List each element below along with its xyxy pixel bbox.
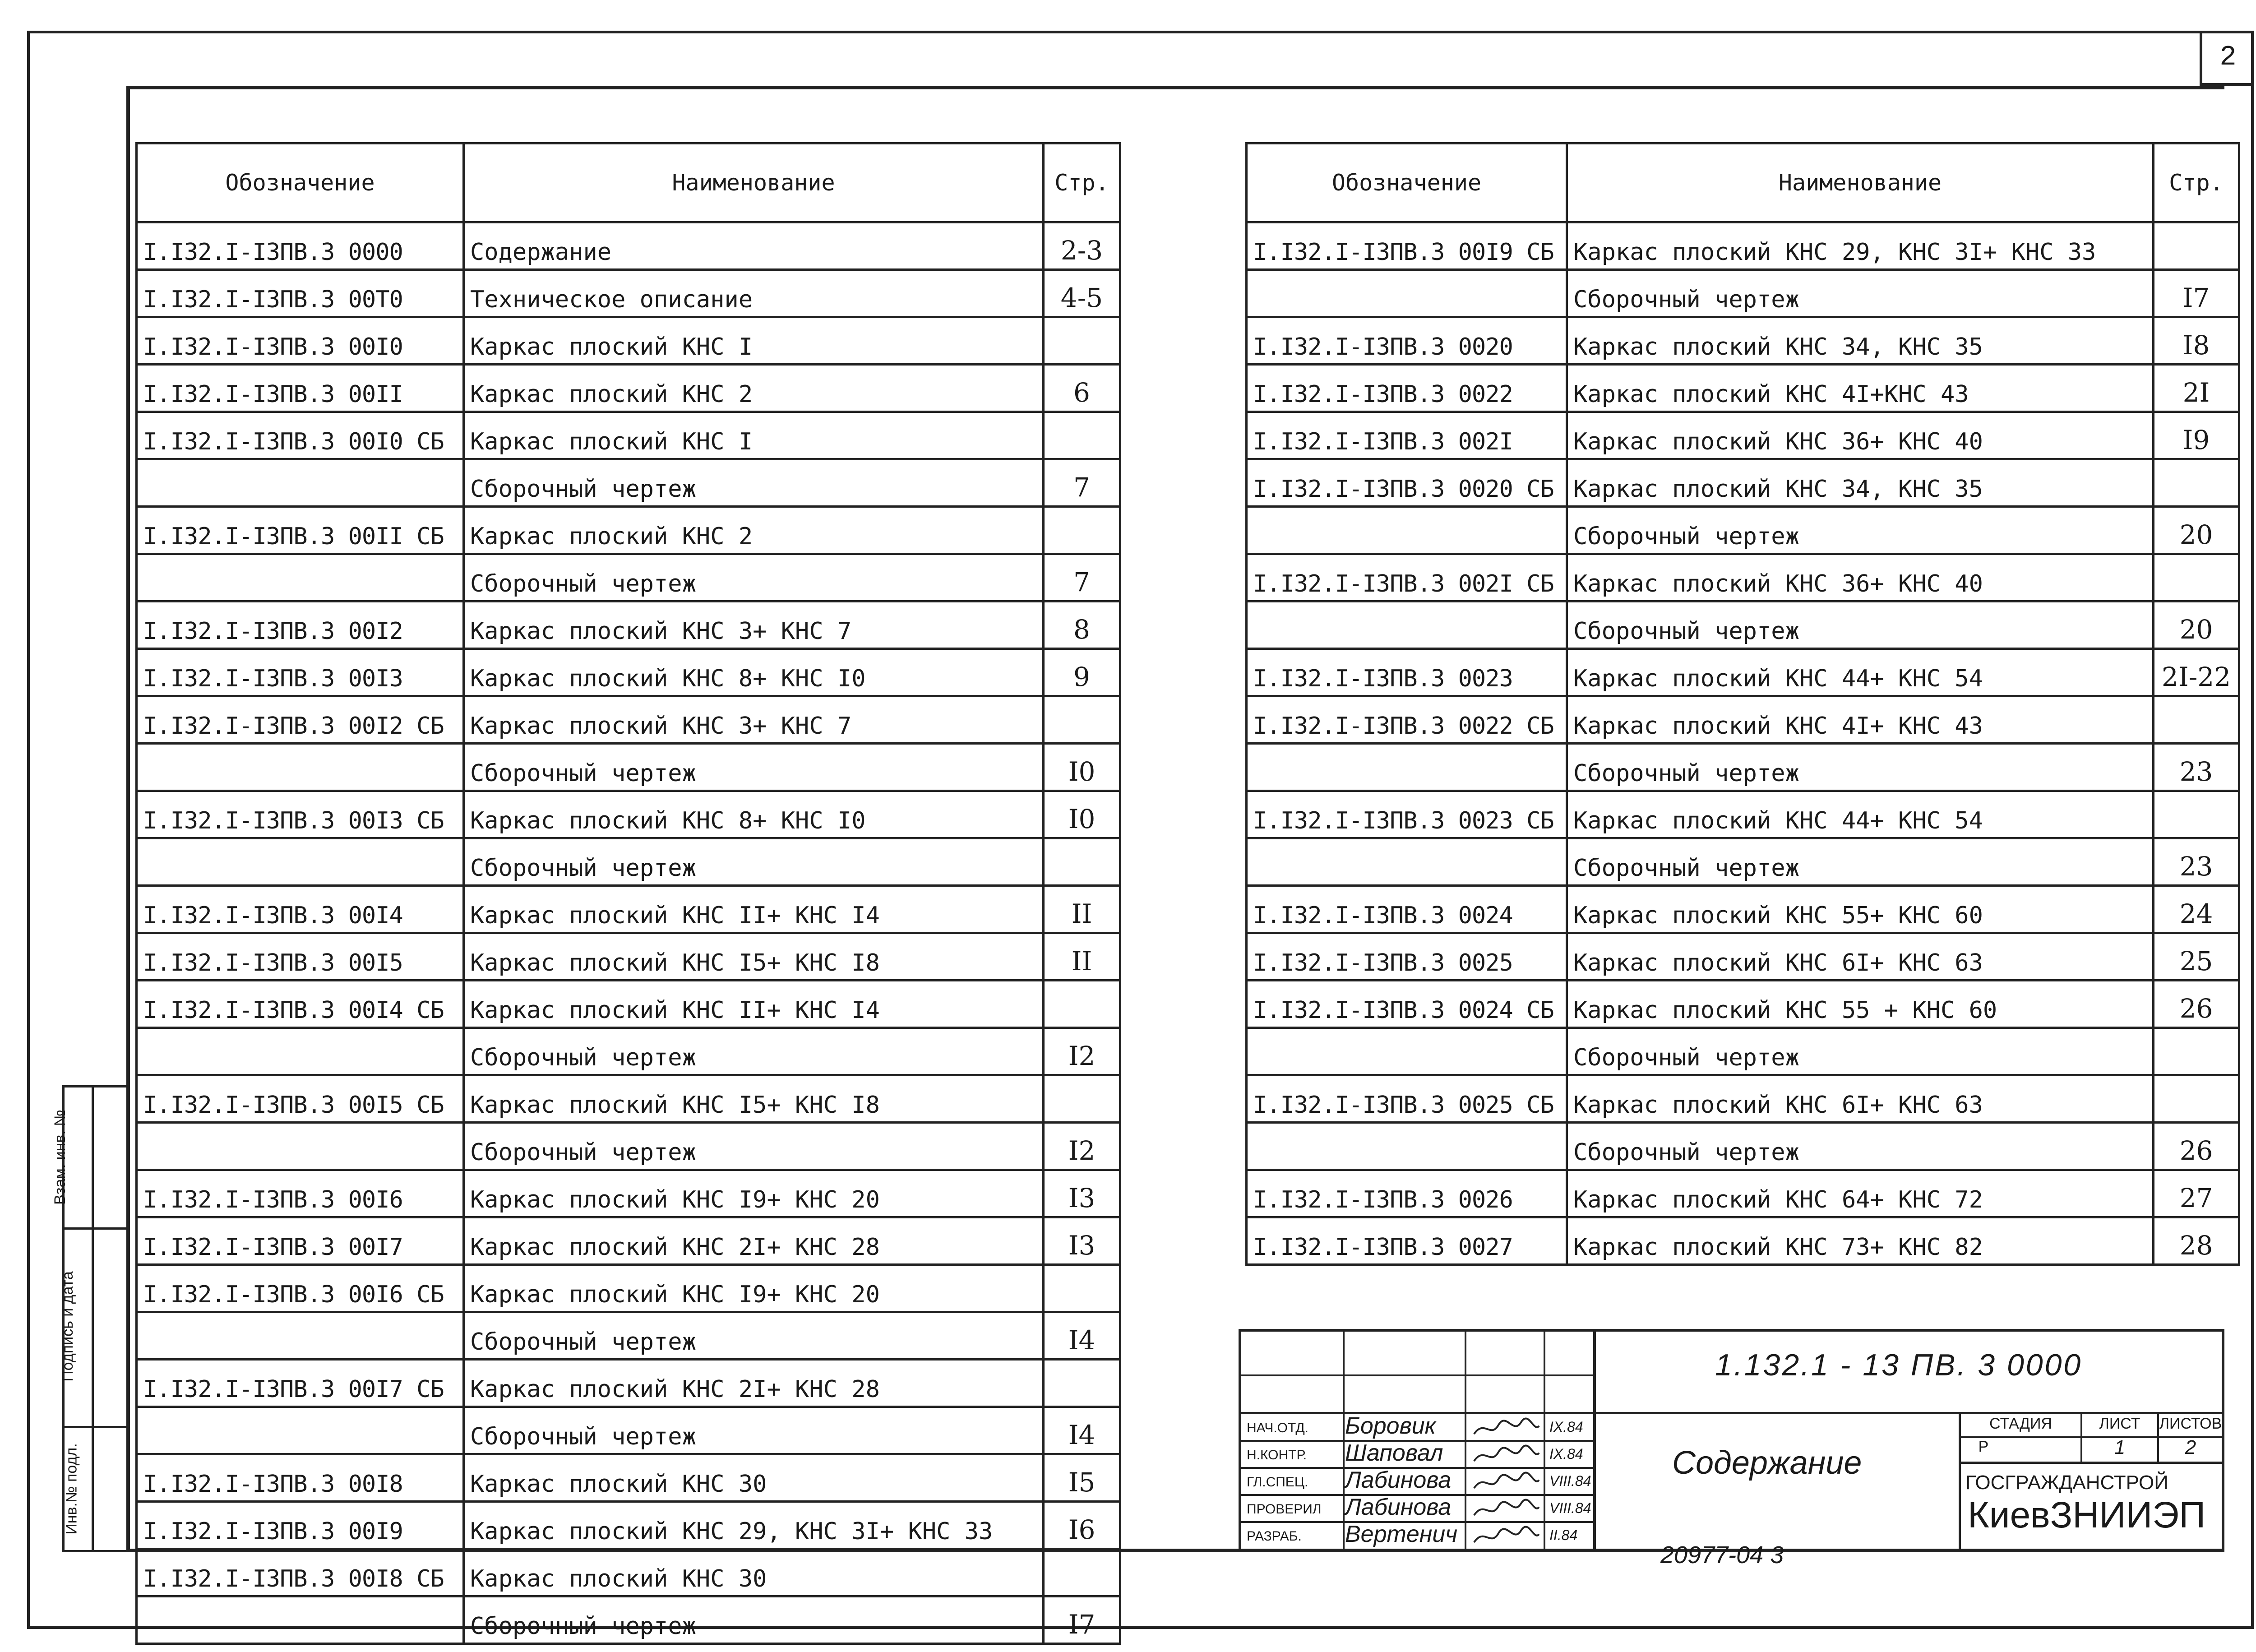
table-row [137, 507, 1120, 554]
page-cell [1044, 981, 1120, 1028]
table-row [137, 1502, 1120, 1549]
name-cell: Сборочный чертеж [464, 744, 1044, 791]
table-row [1247, 981, 2239, 1028]
table-row [1247, 933, 2239, 981]
table-row [1247, 649, 2239, 696]
table-row [137, 602, 1120, 649]
sheet-label: ЛИСТ [2099, 1415, 2140, 1432]
code-cell [137, 554, 464, 602]
name-cell: Сборочный чертеж [1567, 602, 2154, 649]
role-label: РАЗРАБ. [1247, 1529, 1302, 1544]
header-page: Стр. [1044, 143, 1120, 222]
sign-date: VIII.84 [1549, 1473, 1591, 1489]
name-cell: Каркас плоский КНС 29, КНС 3I+ КНС 33 [1567, 222, 2154, 270]
page-cell: I4 [1044, 1407, 1120, 1454]
side-stamp-strip [51, 1085, 130, 1552]
name-cell: Каркас плоский КНС 30 [464, 1454, 1044, 1502]
organization-ministry: ГОСГРАЖДАНСТРОЙ [1965, 1472, 2168, 1494]
code-cell: I.I32.I-I3ПВ.3 00I9 СБ [1247, 222, 1567, 270]
name-cell: Сборочный чертеж [1567, 507, 2154, 554]
name-cell: Каркас плоский КНС 2I+ КНС 28 [464, 1217, 1044, 1265]
page-cell: 6 [1044, 365, 1120, 412]
table-row [137, 981, 1120, 1028]
code-cell [1247, 270, 1567, 317]
code-cell [1247, 507, 1567, 554]
name-cell: Каркас плоский КНС 44+ КНС 54 [1567, 649, 2154, 696]
header-name: Наименование [464, 143, 1044, 222]
page-cell [1044, 317, 1120, 365]
page-cell: 8 [1044, 602, 1120, 649]
table-row [137, 1075, 1120, 1123]
table-row [137, 1549, 1120, 1596]
contents-table-right [1245, 142, 2240, 1266]
signature-scribble [1470, 1471, 1543, 1494]
table-row [137, 317, 1120, 365]
table-row [137, 1170, 1120, 1217]
code-cell: I.I32.I-I3ПВ.3 0020 [1247, 317, 1567, 365]
signer-name: Лабинова [1345, 1467, 1452, 1493]
table-row [137, 270, 1120, 317]
code-cell: I.I32.I-I3ПВ.3 00I2 [137, 602, 464, 649]
name-cell: Каркас плоский КНС 4I+ КНС 43 [1567, 696, 2154, 744]
sheet-number: 2 [2200, 31, 2254, 86]
code-cell: I.I32.I-I3ПВ.3 002I [1247, 412, 1567, 459]
code-cell [1247, 1123, 1567, 1170]
sign-date: IX.84 [1549, 1419, 1583, 1435]
name-cell: Сборочный чертеж [1567, 838, 2154, 886]
code-cell [137, 838, 464, 886]
stage-label: СТАДИЯ [1989, 1415, 2052, 1432]
name-cell: Каркас плоский КНС 29, КНС 3I+ КНС 33 [464, 1502, 1044, 1549]
code-cell: I.I32.I-I3ПВ.3 00I8 [137, 1454, 464, 1502]
page-cell: 24 [2154, 886, 2239, 933]
document-code: 1.132.1 - 13 ПВ. 3 0000 [1715, 1348, 2083, 1382]
table-row [1247, 602, 2239, 649]
name-cell: Сборочный чертеж [1567, 270, 2154, 317]
vzam-inv-label: Взам. инв. № [51, 1110, 69, 1205]
name-cell: Каркас плоский КНС 2 [464, 365, 1044, 412]
name-cell: Сборочный чертеж [1567, 1123, 2154, 1170]
code-cell: I.I32.I-I3ПВ.3 00I7 СБ [137, 1360, 464, 1407]
table-row [137, 459, 1120, 507]
table-row [1247, 1123, 2239, 1170]
signer-name: Шаповал [1345, 1440, 1443, 1466]
page-cell: 26 [2154, 981, 2239, 1028]
page-cell: II [1044, 886, 1120, 933]
stage-value: Р [1978, 1438, 1989, 1455]
page-cell [1044, 412, 1120, 459]
page-cell: 4-5 [1044, 270, 1120, 317]
page-cell [1044, 838, 1120, 886]
code-cell: I.I32.I-I3ПВ.3 0024 СБ [1247, 981, 1567, 1028]
page-cell: I2 [1044, 1028, 1120, 1075]
code-cell: I.I32.I-I3ПВ.3 00I7 [137, 1217, 464, 1265]
page-cell [2154, 222, 2239, 270]
code-cell: I.I32.I-I3ПВ.3 00II СБ [137, 507, 464, 554]
name-cell: Каркас плоский КНС I5+ КНС I8 [464, 1075, 1044, 1123]
page-cell: I7 [1044, 1596, 1120, 1644]
name-cell: Каркас плоский КНС 6I+ КНС 63 [1567, 1075, 2154, 1123]
table-row [1247, 1075, 2239, 1123]
page-cell: 7 [1044, 459, 1120, 507]
name-cell: Сборочный чертеж [464, 459, 1044, 507]
name-cell: Содержание [464, 222, 1044, 270]
code-cell: I.I32.I-I3ПВ.3 00I4 СБ [137, 981, 464, 1028]
page-cell: 20 [2154, 602, 2239, 649]
code-cell: I.I32.I-I3ПВ.3 00I2 СБ [137, 696, 464, 744]
page-cell: 2I [2154, 365, 2239, 412]
name-cell: Каркас плоский КНС 2I+ КНС 28 [464, 1360, 1044, 1407]
sign-date: II.84 [1549, 1527, 1578, 1543]
name-cell: Техническое описание [464, 270, 1044, 317]
page-cell: 23 [2154, 838, 2239, 886]
table-row [1247, 554, 2239, 602]
page-cell [1044, 1549, 1120, 1596]
page-cell [1044, 1360, 1120, 1407]
page-cell: 26 [2154, 1123, 2239, 1170]
code-cell [1247, 744, 1567, 791]
sheets-label: ЛИСТОВ [2159, 1415, 2222, 1432]
table-row [137, 1217, 1120, 1265]
code-cell [137, 1407, 464, 1454]
table-row [137, 791, 1120, 838]
code-cell: I.I32.I-I3ПВ.3 00Т0 [137, 270, 464, 317]
page-cell [1044, 507, 1120, 554]
page-cell: 2I-22 [2154, 649, 2239, 696]
name-cell: Каркас плоский КНС 30 [464, 1549, 1044, 1596]
table-row [1247, 791, 2239, 838]
title-block [1239, 1329, 2224, 1552]
name-cell: Каркас плоский КНС I9+ КНС 20 [464, 1265, 1044, 1312]
page-cell [2154, 696, 2239, 744]
code-cell: I.I32.I-I3ПВ.3 00I8 СБ [137, 1549, 464, 1596]
code-cell: I.I32.I-I3ПВ.3 00I5 СБ [137, 1075, 464, 1123]
code-cell [137, 1312, 464, 1360]
table-row [1247, 459, 2239, 507]
page-cell: II [1044, 933, 1120, 981]
sheet-value: 1 [2114, 1436, 2126, 1458]
sign-date-label: Подпись и дата [59, 1271, 76, 1382]
code-cell: I.I32.I-I3ПВ.3 0000 [137, 222, 464, 270]
signer-name: Вертенич [1345, 1521, 1458, 1547]
table-row [1247, 886, 2239, 933]
name-cell: Каркас плоский КНС 8+ КНС I0 [464, 649, 1044, 696]
name-cell: Каркас плоский КНС 44+ КНС 54 [1567, 791, 2154, 838]
table-row [1247, 270, 2239, 317]
name-cell: Сборочный чертеж [464, 1123, 1044, 1170]
header-name: Наименование [1567, 143, 2154, 222]
code-cell: I.I32.I-I3ПВ.3 0022 СБ [1247, 696, 1567, 744]
sign-date: IX.84 [1549, 1446, 1583, 1462]
code-cell: I.I32.I-I3ПВ.3 00I4 [137, 886, 464, 933]
name-cell: Каркас плоский КНС 73+ КНС 82 [1567, 1217, 2154, 1265]
page-cell: 2-3 [1044, 222, 1120, 270]
page-cell: 7 [1044, 554, 1120, 602]
table-row [1247, 1170, 2239, 1217]
page-cell: 28 [2154, 1217, 2239, 1265]
inv-orig-label: Инв.№ подл. [63, 1443, 80, 1535]
code-cell: I.I32.I-I3ПВ.3 0026 [1247, 1170, 1567, 1217]
role-label: ГЛ.СПЕЦ. [1247, 1475, 1308, 1490]
page-cell: 27 [2154, 1170, 2239, 1217]
page-cell: I0 [1044, 791, 1120, 838]
table-row [137, 554, 1120, 602]
table-row [137, 1407, 1120, 1454]
table-row [1247, 744, 2239, 791]
signature-scribble [1470, 1417, 1543, 1439]
page-cell: I9 [2154, 412, 2239, 459]
table-row [137, 1265, 1120, 1312]
page-cell [1044, 1265, 1120, 1312]
page-cell: I3 [1044, 1170, 1120, 1217]
table-row [1247, 838, 2239, 886]
code-cell: I.I32.I-I3ПВ.3 00I0 СБ [137, 412, 464, 459]
name-cell: Каркас плоский КНС I9+ КНС 20 [464, 1170, 1044, 1217]
contents-table-left [135, 142, 1121, 1645]
page-cell: 25 [2154, 933, 2239, 981]
page-cell [2154, 1075, 2239, 1123]
code-cell [137, 459, 464, 507]
table-row [137, 933, 1120, 981]
name-cell: Сборочный чертеж [1567, 744, 2154, 791]
code-cell: I.I32.I-I3ПВ.3 0024 [1247, 886, 1567, 933]
table-header [137, 143, 1120, 222]
code-cell: I.I32.I-I3ПВ.3 00I6 [137, 1170, 464, 1217]
name-cell: Каркас плоский КНС II+ КНС I4 [464, 981, 1044, 1028]
sign-date: VIII.84 [1549, 1500, 1591, 1516]
page-cell: I3 [1044, 1217, 1120, 1265]
table-row [137, 1454, 1120, 1502]
role-label: ПРОВЕРИЛ [1247, 1502, 1322, 1517]
table-row [137, 1360, 1120, 1407]
table-row [137, 1123, 1120, 1170]
page-cell: 20 [2154, 507, 2239, 554]
page-cell [1044, 696, 1120, 744]
page-cell: I8 [2154, 317, 2239, 365]
code-cell: I.I32.I-I3ПВ.3 0025 СБ [1247, 1075, 1567, 1123]
name-cell: Каркас плоский КНС 8+ КНС I0 [464, 791, 1044, 838]
code-cell: I.I32.I-I3ПВ.3 00I3 СБ [137, 791, 464, 838]
table-row [1247, 365, 2239, 412]
page-cell: I0 [1044, 744, 1120, 791]
name-cell: Сборочный чертеж [464, 838, 1044, 886]
name-cell: Каркас плоский КНС I [464, 317, 1044, 365]
table-row [137, 1312, 1120, 1360]
page-cell [2154, 1028, 2239, 1075]
signature-scribble [1470, 1525, 1543, 1548]
code-cell [137, 1123, 464, 1170]
table-row [137, 1028, 1120, 1075]
name-cell: Сборочный чертеж [464, 1312, 1044, 1360]
table-row [1247, 507, 2239, 554]
name-cell: Каркас плоский КНС I5+ КНС I8 [464, 933, 1044, 981]
table-row [137, 412, 1120, 459]
code-cell: I.I32.I-I3ПВ.3 00I3 [137, 649, 464, 696]
name-cell: Сборочный чертеж [464, 1407, 1044, 1454]
code-cell: I.I32.I-I3ПВ.3 0022 [1247, 365, 1567, 412]
name-cell: Каркас плоский КНС 6I+ КНС 63 [1567, 933, 2154, 981]
page-cell: I4 [1044, 1312, 1120, 1360]
table-row [137, 222, 1120, 270]
code-cell [1247, 838, 1567, 886]
page-cell: I5 [1044, 1454, 1120, 1502]
name-cell: Каркас плоский КНС 2 [464, 507, 1044, 554]
table-row [1247, 1028, 2239, 1075]
table-row [1247, 222, 2239, 270]
page-cell: I2 [1044, 1123, 1120, 1170]
organization-name: КиевЗНИИЭП [1968, 1495, 2206, 1536]
table-row [137, 365, 1120, 412]
code-cell [137, 744, 464, 791]
table-row [1247, 412, 2239, 459]
name-cell: Каркас плоский КНС I [464, 412, 1044, 459]
code-cell: I.I32.I-I3ПВ.3 002I СБ [1247, 554, 1567, 602]
page-cell [2154, 459, 2239, 507]
code-cell: I.I32.I-I3ПВ.3 00I0 [137, 317, 464, 365]
table-row [137, 886, 1120, 933]
document-title: Содержание [1672, 1445, 1862, 1481]
table-row [137, 744, 1120, 791]
sheets-value: 2 [2185, 1436, 2196, 1458]
name-cell: Каркас плоский КНС 34, КНС 35 [1567, 459, 2154, 507]
name-cell: Каркас плоский КНС 55 + КНС 60 [1567, 981, 2154, 1028]
name-cell: Сборочный чертеж [464, 1596, 1044, 1644]
header-designation: Обозначение [1247, 143, 1567, 222]
table-header [1247, 143, 2239, 222]
table-row [137, 649, 1120, 696]
table-row [1247, 696, 2239, 744]
archive-number: 20977-04 3 [1660, 1541, 1784, 1569]
table-row [1247, 317, 2239, 365]
name-cell: Сборочный чертеж [464, 554, 1044, 602]
code-cell: I.I32.I-I3ПВ.3 0027 [1247, 1217, 1567, 1265]
table-row [137, 1596, 1120, 1644]
code-cell [1247, 1028, 1567, 1075]
signature-scribble [1470, 1444, 1543, 1467]
name-cell: Каркас плоский КНС II+ КНС I4 [464, 886, 1044, 933]
role-label: Н.КОНТР. [1247, 1448, 1307, 1462]
code-cell: I.I32.I-I3ПВ.3 0020 СБ [1247, 459, 1567, 507]
code-cell: I.I32.I-I3ПВ.3 00I9 [137, 1502, 464, 1549]
header-designation: Обозначение [137, 143, 464, 222]
code-cell: I.I32.I-I3ПВ.3 00II [137, 365, 464, 412]
code-cell: I.I32.I-I3ПВ.3 00I6 СБ [137, 1265, 464, 1312]
code-cell: I.I32.I-I3ПВ.3 0023 [1247, 649, 1567, 696]
page-cell [2154, 791, 2239, 838]
name-cell: Каркас плоский КНС 36+ КНС 40 [1567, 554, 2154, 602]
signer-name: Лабинова [1345, 1494, 1452, 1520]
page-cell: I7 [2154, 270, 2239, 317]
name-cell: Каркас плоский КНС 3+ КНС 7 [464, 696, 1044, 744]
table-row [137, 696, 1120, 744]
name-cell: Сборочный чертеж [464, 1028, 1044, 1075]
name-cell: Каркас плоский КНС 64+ КНС 72 [1567, 1170, 2154, 1217]
signer-name: Боровик [1345, 1413, 1436, 1439]
name-cell: Каркас плоский КНС 4I+КНС 43 [1567, 365, 2154, 412]
page-cell: 9 [1044, 649, 1120, 696]
code-cell [137, 1596, 464, 1644]
code-cell: I.I32.I-I3ПВ.3 00I5 [137, 933, 464, 981]
page-cell: I6 [1044, 1502, 1120, 1549]
role-label: НАЧ.ОТД. [1247, 1421, 1308, 1435]
page-cell [1044, 1075, 1120, 1123]
signature-scribble [1470, 1498, 1543, 1521]
name-cell: Каркас плоский КНС 55+ КНС 60 [1567, 886, 2154, 933]
name-cell: Каркас плоский КНС 36+ КНС 40 [1567, 412, 2154, 459]
name-cell: Каркас плоский КНС 34, КНС 35 [1567, 317, 2154, 365]
name-cell: Сборочный чертеж [1567, 1028, 2154, 1075]
name-cell: Каркас плоский КНС 3+ КНС 7 [464, 602, 1044, 649]
table-row [137, 838, 1120, 886]
page-cell: 23 [2154, 744, 2239, 791]
header-page: Стр. [2154, 143, 2239, 222]
code-cell [137, 1028, 464, 1075]
page-cell [2154, 554, 2239, 602]
code-cell: I.I32.I-I3ПВ.3 0025 [1247, 933, 1567, 981]
code-cell: I.I32.I-I3ПВ.3 0023 СБ [1247, 791, 1567, 838]
table-row [1247, 1217, 2239, 1265]
code-cell [1247, 602, 1567, 649]
